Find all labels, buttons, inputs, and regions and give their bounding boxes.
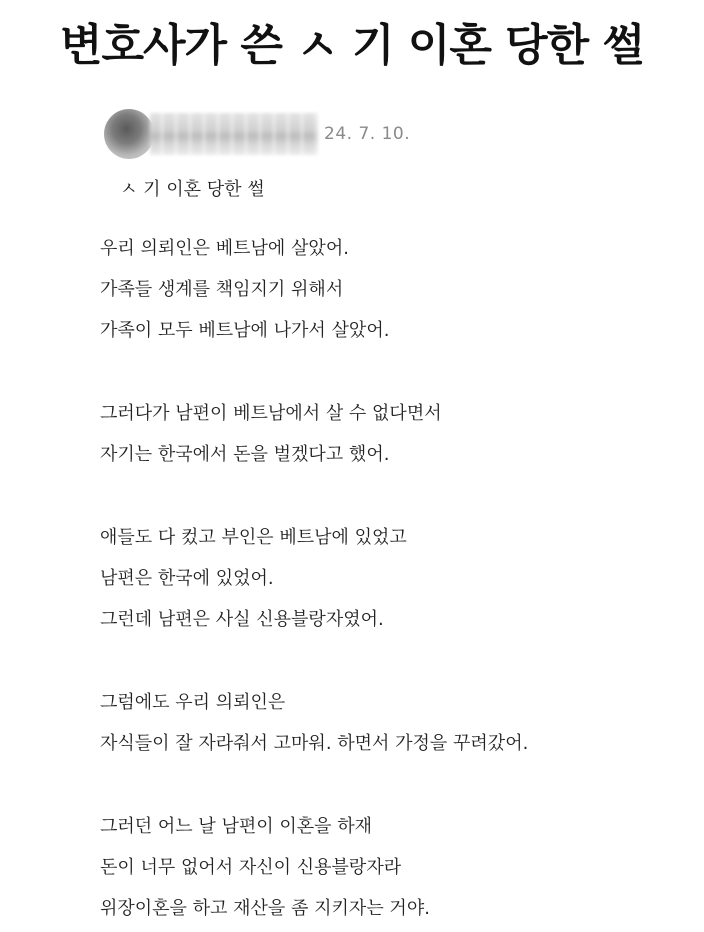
- body-line: 돈이 너무 없어서 자신이 신용블랑자라: [100, 857, 402, 878]
- paragraph: [100, 228, 680, 351]
- paragraph-gap: [100, 475, 680, 517]
- post-body: [100, 228, 680, 929]
- author-meta: [104, 108, 410, 160]
- post-subtitle: ㅅ 기 이혼 당한 썰: [120, 179, 265, 200]
- body-line: 우리 의뢰인은 베트남에 살았어.: [100, 238, 349, 259]
- body-line: 자식들이 잘 자라줘서 고마워. 하면서 가정을 꾸려갔어.: [100, 733, 529, 754]
- body-line: 위장이혼을 하고 재산을 좀 지키자는 거야.: [100, 898, 430, 919]
- paragraph-gap: [100, 764, 680, 806]
- body-line: 자기는 한국에서 돈을 벌겠다고 했어.: [100, 444, 390, 465]
- paragraph: [100, 682, 680, 764]
- paragraph-gap: [100, 351, 680, 393]
- body-line: 남편은 한국에 있었어.: [100, 568, 274, 589]
- body-line: 애들도 다 컸고 부인은 베트남에 있었고: [100, 527, 407, 548]
- post-title: 변호사가 쓴 ㅅ 기 이혼 당한 썰: [60, 20, 644, 71]
- body-line: 그러던 어느 날 남편이 이혼을 하재: [100, 816, 373, 837]
- paragraph: [100, 517, 680, 640]
- author-name-blurred[interactable]: [150, 113, 318, 155]
- body-line: 가족들 생계를 책임지기 위해서: [100, 279, 344, 300]
- paragraph: [100, 806, 680, 929]
- post-date: 24. 7. 10.: [324, 124, 411, 144]
- avatar[interactable]: [104, 109, 154, 159]
- body-line: 가족이 모두 베트남에 나가서 살았어.: [100, 320, 390, 341]
- paragraph: [100, 393, 680, 475]
- body-line: 그럼에도 우리 의뢰인은: [100, 692, 286, 713]
- body-line: 그런데 남편은 사실 신용블랑자였어.: [100, 609, 384, 630]
- paragraph-gap: [100, 640, 680, 682]
- body-line: 그러다가 남편이 베트남에서 살 수 없다면서: [100, 403, 442, 424]
